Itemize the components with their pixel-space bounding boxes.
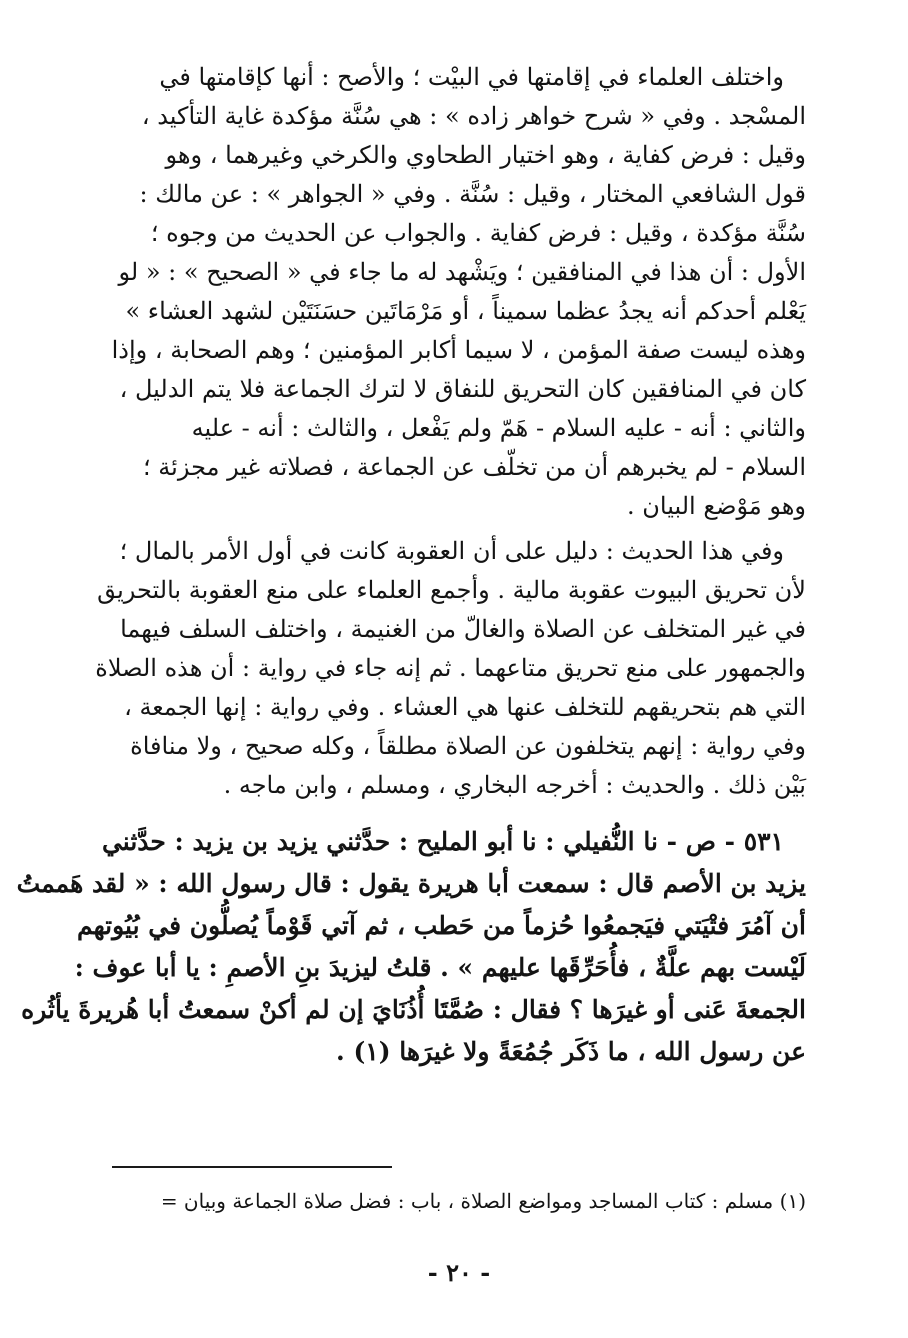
hadith-line: يزيد بن الأصم قال : سمعت أبا هريرة يقول : قال رسول الله : « لقد هَممتُ bbox=[16, 869, 806, 898]
text-line: وهو مَوْضع البيان . bbox=[627, 492, 806, 520]
text-line: والجمهور على منع تحريق متاعهما . ثم إنه جاء في رواية : أن هذه الصلاة bbox=[95, 654, 806, 682]
text-line: سُنَّة مؤكدة ، وقيل : فرض كفاية . والجواب عن الحديث من وجوه ؛ bbox=[150, 219, 806, 247]
text-line: كان في المنافقين كان التحريق للنفاق لا لترك الجماعة فلا يتم الدليل ، bbox=[119, 375, 806, 403]
text-line: وهذه ليست صفة المؤمن ، لا سيما أكابر المؤمنين ؛ وهم الصحابة ، وإذا bbox=[111, 336, 806, 364]
text-line: في غير المتخلف عن الصلاة والغالّ من الغنيمة ، واختلف السلف فيهما bbox=[120, 615, 806, 643]
footnote-separator bbox=[112, 1166, 392, 1168]
text-line: والثاني : أنه - عليه السلام - هَمّ ولم يَفْعل ، والثالث : أنه - عليه bbox=[191, 414, 806, 442]
text-line: وفي هذا الحديث : دليل على أن العقوبة كانت في أول الأمر بالمال ؛ bbox=[119, 537, 784, 565]
text-line: وقيل : فرض كفاية ، وهو اختيار الطحاوي والكرخي وغيرهما ، وهو bbox=[165, 141, 806, 169]
paragraph-2 bbox=[95, 532, 806, 805]
text-line: يَعْلم أحدكم أنه يجدُ عظما سميناً ، أو مَرْمَاتَين حسَنَتَيْن لشهد العشاء » bbox=[125, 297, 806, 325]
hadith-line: ٥٣١ - ص - نا النُّفيلي : نا أبو المليح : حدَّثني يزيد بن يزيد : حدَّثني bbox=[101, 827, 784, 856]
book-page bbox=[16, 58, 806, 1308]
text-line: لأن تحريق البيوت عقوبة مالية . وأجمع العلماء على منع العقوبة بالتحريق bbox=[97, 576, 806, 604]
text-line: بَيْن ذلك . والحديث : أخرجه البخاري ، ومسلم ، وابن ماجه . bbox=[223, 771, 806, 799]
page-number: - ٢٠ - bbox=[427, 1258, 491, 1287]
text-line: التي هم بتحريقهم للتخلف عنها هي العشاء . وفي رواية : إنها الجمعة ، bbox=[124, 693, 806, 721]
hadith-line: الجمعةَ عَنى أو غيرَها ؟ فقال : صُمَّتَا أُذُنَايَ إن لم أكنْ سمعتُ أبا هُريرةَ يأثُره bbox=[21, 995, 806, 1024]
text-line: السلام - لم يخبرهم أن من تخلّف عن الجماعة ، فصلاته غير مجزئة ؛ bbox=[143, 453, 806, 481]
paragraph-1 bbox=[112, 58, 806, 526]
text-line: قول الشافعي المختار ، وقيل : سُنَّة . وفي « الجواهر » : عن مالك : bbox=[139, 180, 806, 208]
hadith-line: أن آمُرَ فتْيَتي فيَجمعُوا حُزماً من حَطب ، ثم آتي قَوْماً يُصلُّون في بُيُوتهم bbox=[77, 911, 806, 940]
text-line: المسْجد . وفي « شرح خواهر زاده » : هي سُنَّة مؤكدة غاية التأكيد ، bbox=[141, 102, 806, 130]
text-line: واختلف العلماء في إقامتها في البيْت ؛ والأصح : أنها كإقامتها في bbox=[159, 63, 784, 91]
footnote: (١) مسلم : كتاب المساجد ومواضع الصلاة ، باب : فضل صلاة الجماعة وبيان = bbox=[160, 1189, 806, 1213]
hadith-paragraph bbox=[16, 821, 806, 1073]
hadith-line: لَيْست بهم علَّةٌ ، فأُحَرِّقَها عليهم » . قلتُ ليزيدَ بنِ الأصمِ : يا أبا عوف : bbox=[74, 953, 806, 982]
hadith-line: عن رسول الله ، ما ذَكَر جُمُعَةً ولا غيرَها (١) . bbox=[336, 1037, 806, 1066]
text-line: الأول : أن هذا في المنافقين ؛ ويَشْهد له ما جاء في « الصحيح » : « لو bbox=[118, 258, 806, 286]
text-line: وفي رواية : إنهم يتخلفون عن الصلاة مطلقاً ، وكله صحيح ، ولا منافاة bbox=[130, 732, 806, 760]
